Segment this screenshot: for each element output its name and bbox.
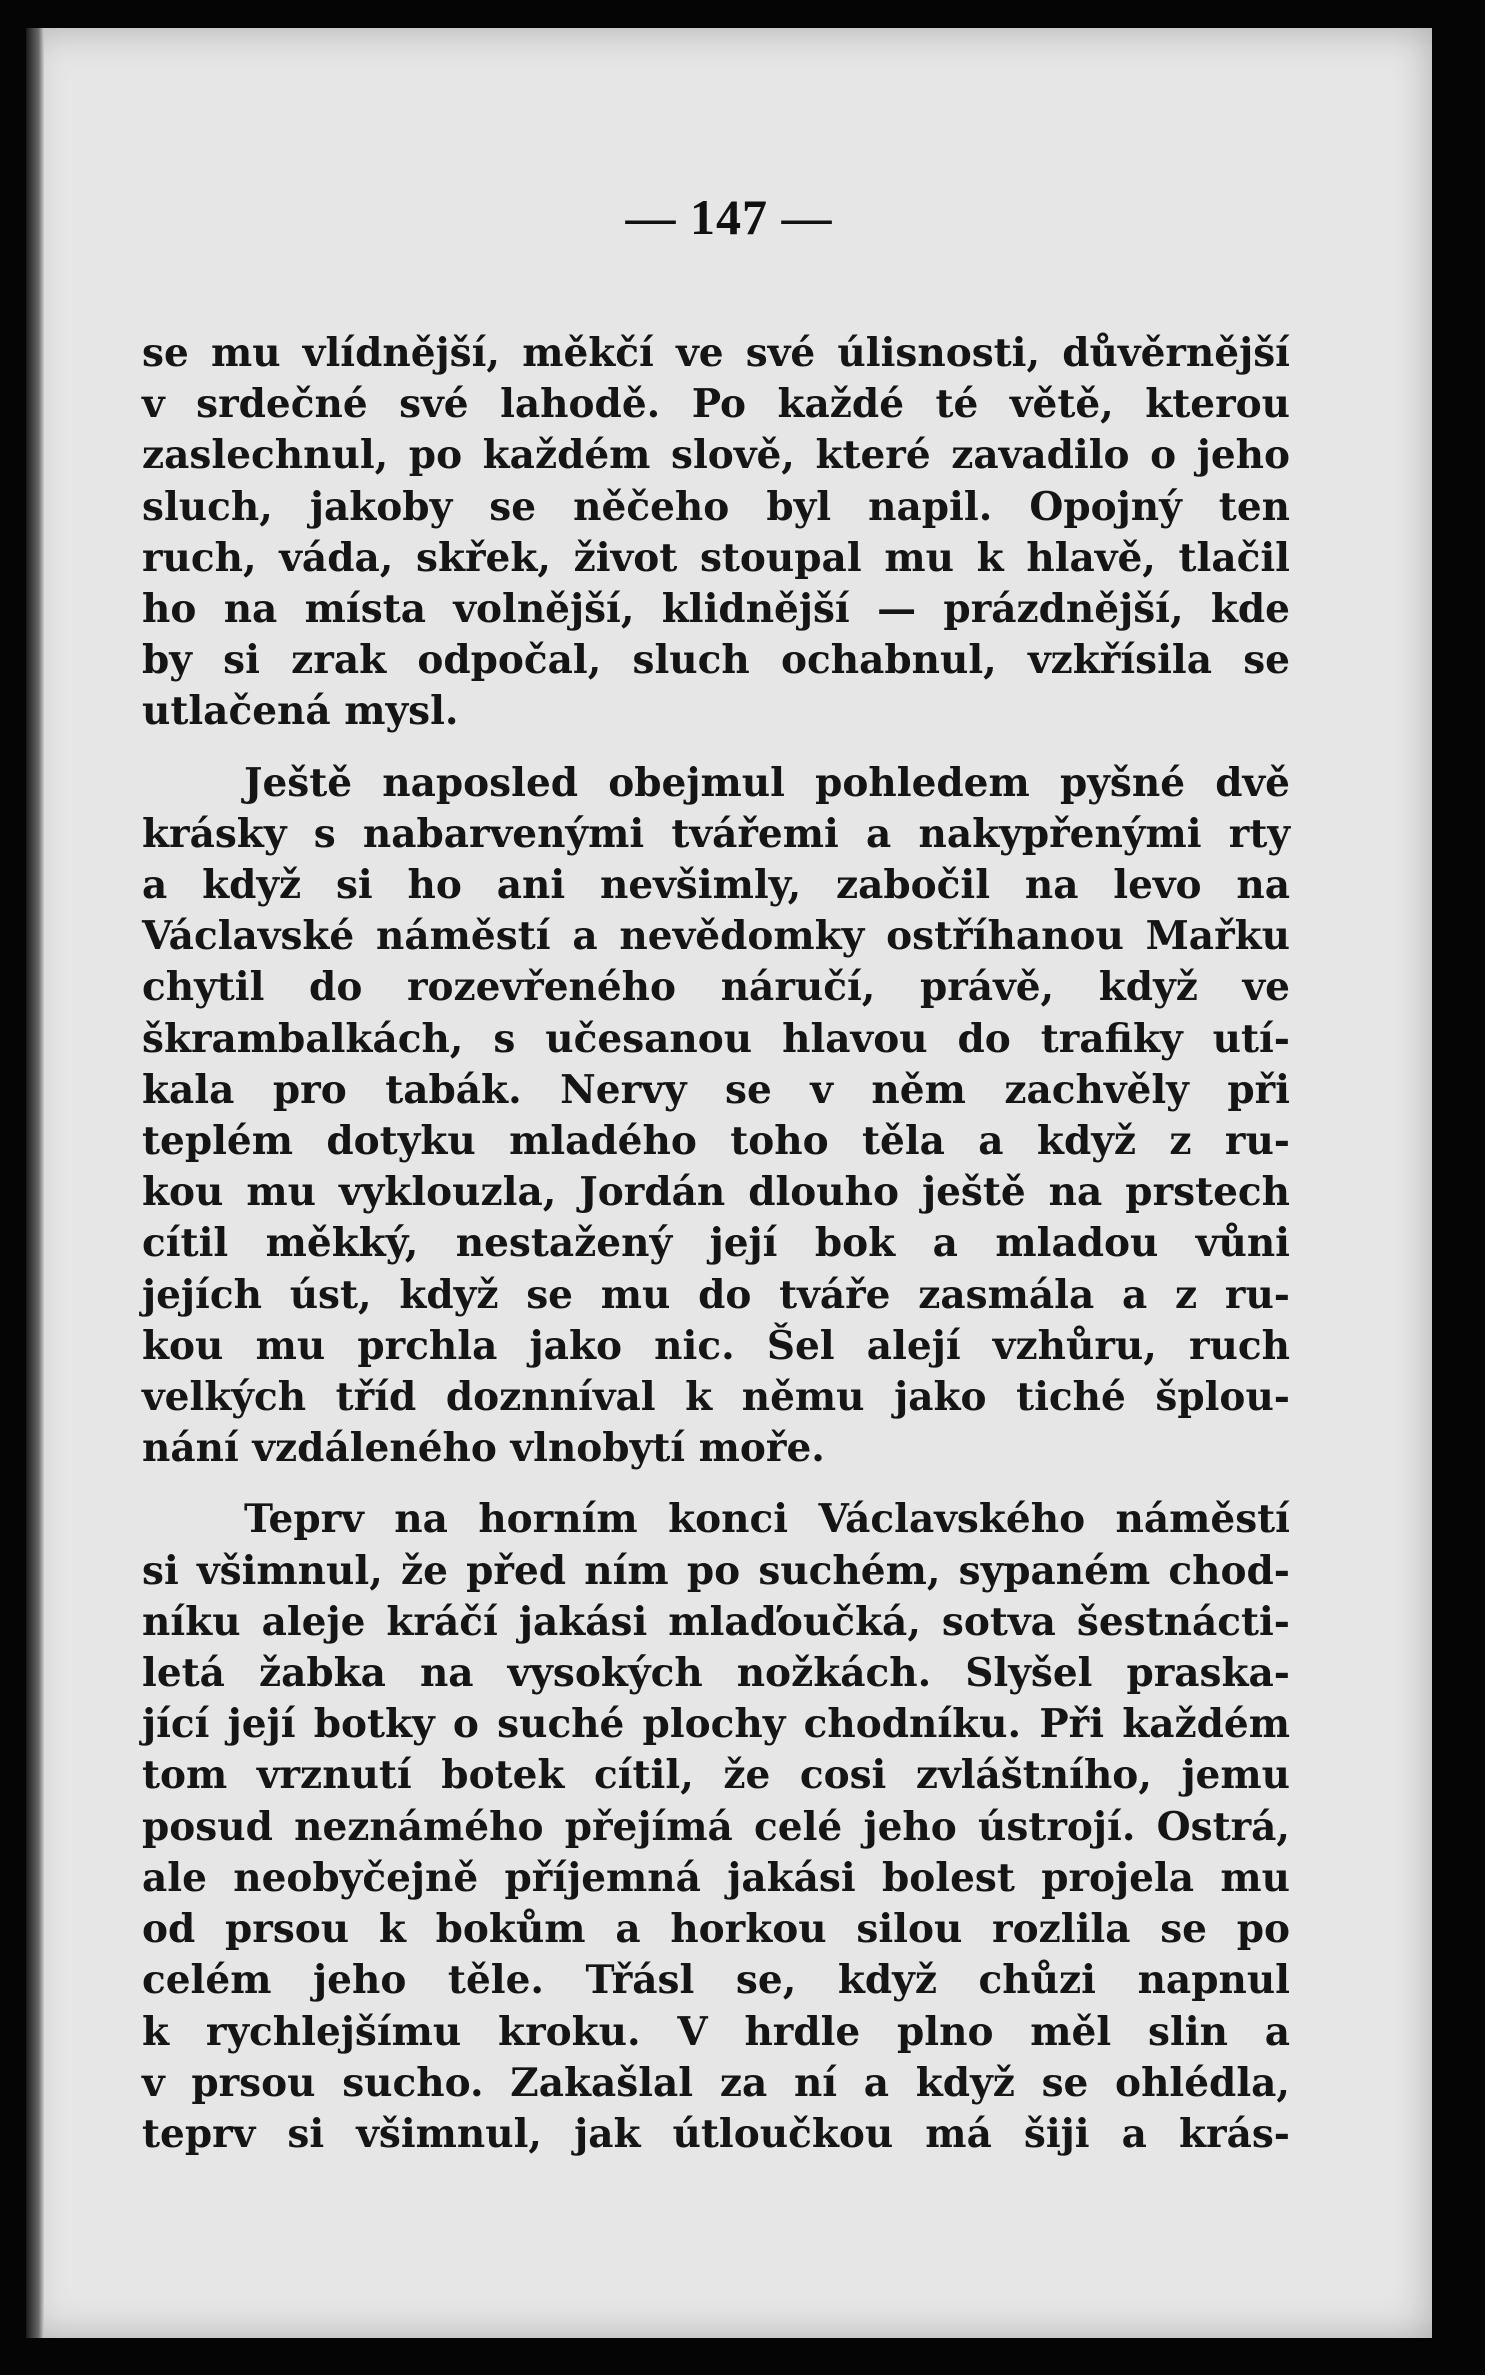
text-line: by si zrak odpočal, sluch ochabnul, vzkřísila se (142, 637, 1290, 684)
paragraph-1 (142, 328, 1290, 738)
text-line: k rychlejšímu kroku. V hrdle plno měl slin a (142, 2008, 1290, 2055)
text-line: v prsou sucho. Zakašlal za ní a když se ohlédla, (142, 2059, 1290, 2106)
text-line: posud neznámého přejímá celé jeho ústrojí. Ostrá, (142, 1803, 1290, 1850)
text-line: chytil do rozevřeného náručí, právě, když ve (142, 964, 1290, 1011)
text-line: kou mu vyklouzla, Jordán dlouho ještě na prstech (142, 1169, 1290, 1216)
text-line: velkých tříd doznníval k němu jako tiché šplou- (142, 1374, 1290, 1421)
text-line: tom vrznutí botek cítil, že cosi zvláštního, jemu (142, 1752, 1290, 1799)
text-line: sluch, jakoby se něčeho byl napil. Opojný ten (142, 483, 1290, 530)
book-page (26, 28, 1432, 2338)
paragraph-3 (142, 1494, 1290, 2160)
text-line: cítil měkký, nestažený její bok a mladou vůni (142, 1220, 1290, 1267)
body-text (142, 328, 1290, 2160)
text-line: ho na místa volnější, klidnější — prázdnější, kde (142, 586, 1290, 633)
text-line: škrambalkách, s učesanou hlavou do trafiky utí- (142, 1015, 1290, 1062)
text-line: krásky s nabarvenými tvářemi a nakypřenými rty (142, 810, 1290, 857)
text-line: kou mu prchla jako nic. Šel alejí vzhůru, ruch (142, 1322, 1290, 1369)
text-line: Teprv na horním konci Václavského náměstí (244, 1496, 1290, 1543)
text-line: teplém dotyku mladého toho těla a když z ru- (142, 1118, 1290, 1165)
text-line: Ještě naposled obejmul pohledem pyšné dvě (244, 759, 1290, 806)
text-line: teprv si všimnul, jak útloučkou má šiji a krás- (142, 2110, 1290, 2157)
text-line: a když si ho ani nevšimly, zabočil na levo na (142, 862, 1290, 909)
page-number: — 147 — (625, 189, 833, 245)
paragraph-2 (142, 758, 1290, 1475)
text-line: zaslechnul, po každém slově, které zavadilo o jeho (142, 432, 1290, 479)
text-line: letá žabka na vysokých nožkách. Slyšel praska- (142, 1650, 1290, 1697)
text-line: ale neobyčejně příjemná jakási bolest projela mu (142, 1854, 1290, 1901)
text-line: celém jeho těle. Třásl se, když chůzi napnul (142, 1957, 1290, 2004)
text-line: Václavské náměstí a nevědomky ostříhanou Mařku (142, 913, 1290, 960)
text-line: níku aleje kráčí jakási mlaďoučká, sotva šestnácti- (142, 1598, 1290, 1645)
text-line: nání vzdáleného vlnobytí moře. (142, 1425, 825, 1472)
text-line: ruch, váda, skřek, život stoupal mu k hlavě, tlačil (142, 534, 1290, 581)
text-line: od prsou k bokům a horkou silou rozlila se po (142, 1906, 1290, 1953)
text-line: jící její botky o suché plochy chodníku. Při každém (142, 1701, 1290, 1748)
text-line: kala pro tabák. Nervy se v něm zachvěly při (142, 1066, 1290, 1113)
text-line: v srdečné své lahodě. Po každé té větě, kterou (142, 381, 1290, 428)
text-line: se mu vlídnější, měkčí ve své úlisnosti, důvěrnější (142, 330, 1290, 376)
text-line: si všimnul, že před ním po suchém, sypaném chod- (142, 1547, 1290, 1594)
text-line: utlačená mysl. (142, 688, 459, 735)
book-spine-shadow (26, 28, 44, 2338)
text-line: jejích úst, když se mu do tváře zasmála a z ru- (142, 1271, 1290, 1318)
